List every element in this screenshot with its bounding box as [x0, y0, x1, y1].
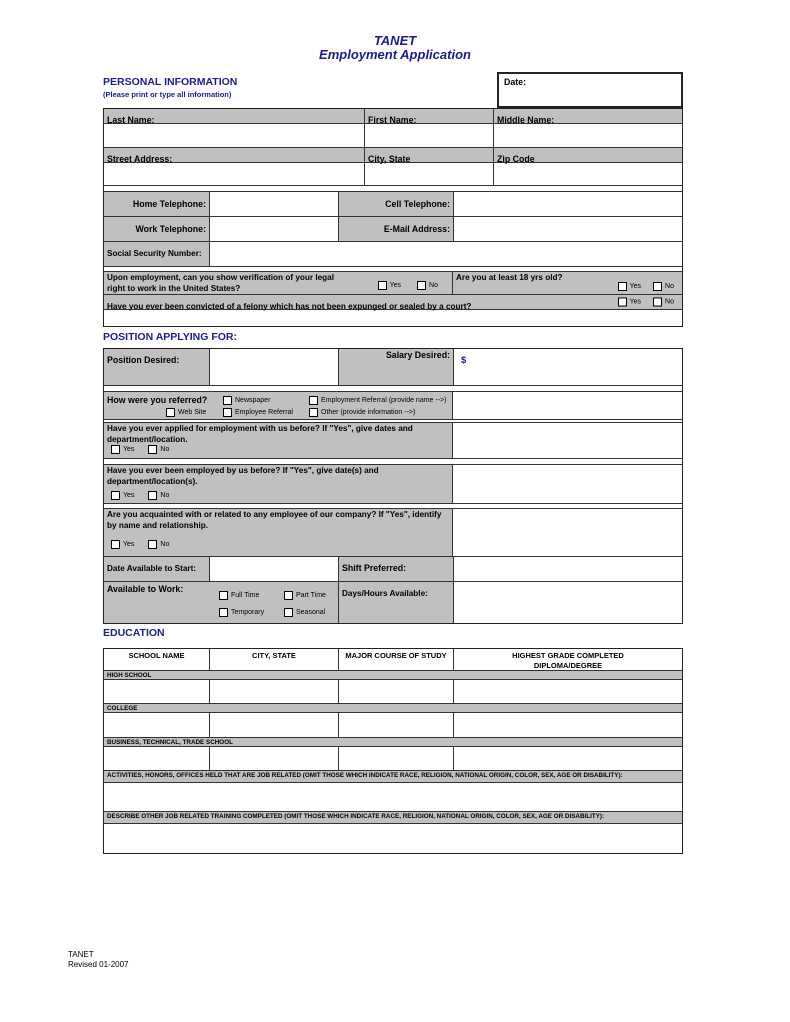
col-major: MAJOR COURSE OF STUDY	[339, 649, 454, 670]
college-row	[104, 713, 682, 738]
applied-yes: Yes	[111, 445, 134, 454]
training-input[interactable]	[104, 824, 682, 853]
applied-no: No	[148, 445, 169, 454]
date-label: Date:	[504, 77, 526, 87]
first-name-header: First Name:	[365, 109, 494, 123]
trade-school-name-input[interactable]	[104, 747, 210, 770]
activities-band: ACTIVITIES, HONORS, OFFICES HELD THAT ARE JOB RELATED (OMIT THOSE WHICH INDICATE RACE, RELIGION, NATIONAL ORIGIN, COLOR, SEX, AGE OR DISABILITY):	[104, 771, 682, 783]
days-hours-label: Days/Hours Available:	[339, 582, 454, 623]
dollar-sign: $	[461, 355, 467, 366]
other-checkbox[interactable]	[309, 408, 318, 417]
age-no: No	[653, 282, 674, 291]
date-box[interactable]	[497, 72, 683, 108]
no-checkbox[interactable]	[148, 491, 157, 500]
training-band: DESCRIBE OTHER JOB RELATED TRAINING COMPLETED (OMIT THOSE WHICH INDICATE RACE, RELIGION, NATIONAL ORIGIN, COLOR, SEX, AGE OR DISABILITY):	[104, 812, 682, 824]
college-grade-input[interactable]	[454, 713, 682, 737]
referral-details-input[interactable]	[453, 392, 682, 419]
available-to-work: Available to Work: Full Time Part Time Temporary Seasonal	[104, 582, 339, 623]
email-input[interactable]	[454, 217, 682, 241]
city-state-input[interactable]	[365, 163, 494, 185]
footer-revision: Revised 01-2007	[68, 960, 129, 969]
work-auth-options	[378, 281, 438, 290]
employed-yes: Yes	[111, 491, 134, 500]
days-hours-input[interactable]	[454, 582, 682, 623]
age-yes: Yes	[618, 282, 641, 291]
shift-preferred-input[interactable]	[454, 557, 682, 581]
employee-referral-checkbox[interactable]	[223, 408, 232, 417]
felony-question: Have you ever been convicted of a felony which has not been expunged or sealed by a court? Yes No	[104, 295, 682, 309]
cell-phone-input[interactable]	[454, 192, 682, 216]
salary-desired-input[interactable]	[454, 349, 682, 385]
date-available-input[interactable]	[210, 557, 339, 581]
trade-grade-input[interactable]	[454, 747, 682, 770]
employed-before-question: Have you ever been employed by us before? If "Yes", give date(s) and department/location(s). Yes No	[104, 465, 453, 503]
position-desired-label: Position Desired:	[104, 349, 210, 385]
name-header-row	[104, 109, 682, 124]
hs-school-name-input[interactable]	[104, 680, 210, 703]
employment-referral-checkbox[interactable]	[309, 396, 318, 405]
high-school-band: HIGH SCHOOL	[104, 671, 682, 680]
yes-checkbox[interactable]	[111, 445, 120, 454]
address-input-row	[104, 163, 682, 186]
position-salary-row	[104, 349, 682, 386]
page-title: Employment Application	[319, 47, 471, 62]
acquainted-options	[111, 540, 449, 549]
section-title-personal: PERSONAL INFORMATION	[103, 76, 238, 88]
section-subtitle-personal: (Please print or type all information)	[103, 90, 232, 99]
middle-name-header: Middle Name:	[494, 109, 682, 123]
yes-checkbox[interactable]	[378, 281, 387, 290]
referral-website: Web Site	[166, 408, 206, 417]
referral-employee: Employee Referral	[223, 408, 293, 417]
trade-major-input[interactable]	[339, 747, 454, 770]
referral-employment: Employment Referral (provide name -->)	[309, 396, 446, 405]
personal-info-table	[103, 108, 683, 327]
acquainted-row	[104, 509, 682, 557]
no-checkbox[interactable]	[148, 540, 157, 549]
shift-preferred-label: Shift Preferred:	[339, 557, 454, 581]
college-band: COLLEGE	[104, 704, 682, 713]
zip-code-input[interactable]	[494, 163, 682, 185]
no-checkbox[interactable]	[417, 281, 426, 290]
org-name: TANET	[373, 33, 417, 48]
section-title-position: POSITION APPLYING FOR:	[103, 331, 237, 343]
position-table	[103, 348, 683, 624]
hs-grade-input[interactable]	[454, 680, 682, 703]
employed-options	[111, 491, 449, 500]
age-question: Are you at least 18 yrs old? Yes No	[453, 272, 682, 294]
referred-row	[104, 392, 682, 420]
middle-name-input[interactable]	[494, 124, 682, 147]
yes-checkbox[interactable]	[111, 491, 120, 500]
position-desired-input[interactable]	[210, 349, 339, 385]
college-school-name-input[interactable]	[104, 713, 210, 737]
no-checkbox[interactable]	[653, 298, 662, 307]
work-auth-yes: Yes	[378, 281, 401, 290]
zip-code-header: Zip Code	[494, 148, 682, 162]
website-checkbox[interactable]	[166, 408, 175, 417]
trade-school-row	[104, 747, 682, 771]
city-state-header: City, State	[365, 148, 494, 162]
ssn-label: Social Security Number:	[104, 242, 210, 266]
work-auth-no: No	[417, 281, 438, 290]
education-table	[103, 648, 683, 854]
yes-checkbox[interactable]	[111, 540, 120, 549]
work-phone-input[interactable]	[210, 217, 339, 241]
work-auth-question: Upon employment, can you show verification of your legal right to work in the United States? Yes No	[104, 272, 453, 294]
temporary-option: Temporary	[219, 608, 264, 617]
seasonal-checkbox[interactable]	[284, 608, 293, 617]
last-name-input[interactable]	[104, 124, 365, 147]
yes-checkbox[interactable]	[618, 298, 627, 307]
address-header-row	[104, 148, 682, 163]
spacer-row	[104, 310, 682, 326]
activities-row	[104, 783, 682, 812]
footer-org: TANET	[68, 950, 94, 959]
no-checkbox[interactable]	[653, 282, 662, 291]
seasonal-option: Seasonal	[284, 608, 325, 617]
salary-desired-label: Salary Desired:	[339, 349, 454, 385]
ssn-row	[104, 242, 682, 267]
referral-other: Other (provide information -->)	[309, 408, 415, 417]
full-time-option: Full Time	[219, 591, 259, 600]
footer	[68, 950, 128, 970]
felony-yes: Yes	[618, 298, 641, 307]
acquainted-question: Are you acquainted with or related to any employee of our company? If "Yes", identify by name and relationship. Yes No	[104, 509, 453, 556]
activities-input[interactable]	[104, 783, 682, 811]
felony-row	[104, 295, 682, 310]
acquainted-yes: Yes	[111, 540, 134, 549]
training-row	[104, 824, 682, 853]
referral-newspaper: Newspaper	[223, 396, 270, 405]
street-address-header: Street Address:	[104, 148, 365, 162]
newspaper-checkbox[interactable]	[223, 396, 232, 405]
work-phone-label: Work Telephone:	[104, 217, 210, 241]
yes-checkbox[interactable]	[618, 282, 627, 291]
part-time-option: Part Time	[284, 591, 326, 600]
home-phone-label: Home Telephone:	[104, 192, 210, 216]
col-highest-grade: HIGHEST GRADE COMPLETED DIPLOMA/DEGREE	[512, 651, 624, 671]
referred-question: How were you referred? Newspaper Employment Referral (provide name -->) Web Site Employee Referral Other (provide information -->)	[104, 392, 453, 419]
trade-school-band: BUSINESS, TECHNICAL, TRADE SCHOOL	[104, 738, 682, 747]
acquainted-no: No	[148, 540, 169, 549]
felony-no: No	[653, 298, 674, 307]
hs-city-state-input[interactable]	[210, 680, 339, 703]
part-time-checkbox[interactable]	[284, 591, 293, 600]
employed-no: No	[148, 491, 169, 500]
work-auth-row	[104, 272, 682, 295]
age-options	[618, 282, 674, 291]
start-date-row	[104, 557, 682, 582]
name-input-row	[104, 124, 682, 148]
first-name-input[interactable]	[365, 124, 494, 147]
temporary-checkbox[interactable]	[219, 608, 228, 617]
trade-city-state-input[interactable]	[210, 747, 339, 770]
high-school-row	[104, 680, 682, 704]
section-title-education: EDUCATION	[103, 627, 165, 639]
felony-options	[618, 298, 674, 307]
date-available-label: Date Available to Start:	[104, 557, 210, 581]
last-name-header: Last Name:	[104, 109, 365, 123]
cell-phone-label: Cell Telephone:	[339, 192, 454, 216]
employed-details-input[interactable]	[453, 465, 682, 503]
applied-before-row	[104, 423, 682, 459]
applied-details-input[interactable]	[453, 423, 682, 458]
college-city-state-input[interactable]	[210, 713, 339, 737]
applied-before-question: Have you ever applied for employment with us before? If "Yes", give dates and department/location. Yes No	[104, 423, 453, 458]
ssn-input[interactable]	[210, 242, 682, 266]
phone-row-2	[104, 217, 682, 242]
college-major-input[interactable]	[339, 713, 454, 737]
full-time-checkbox[interactable]	[219, 591, 228, 600]
employed-before-row	[104, 465, 682, 504]
education-header-row	[104, 649, 682, 671]
col-city-state: CITY, STATE	[210, 649, 339, 670]
street-address-input[interactable]	[104, 163, 365, 185]
phone-row-1	[104, 192, 682, 217]
acquainted-details-input[interactable]	[453, 509, 682, 556]
home-phone-input[interactable]	[210, 192, 339, 216]
hs-major-input[interactable]	[339, 680, 454, 703]
availability-row	[104, 582, 682, 623]
no-checkbox[interactable]	[148, 445, 157, 454]
col-school-name: SCHOOL NAME	[104, 649, 210, 670]
applied-options	[111, 445, 449, 454]
email-label: E-Mail Address:	[339, 217, 454, 241]
